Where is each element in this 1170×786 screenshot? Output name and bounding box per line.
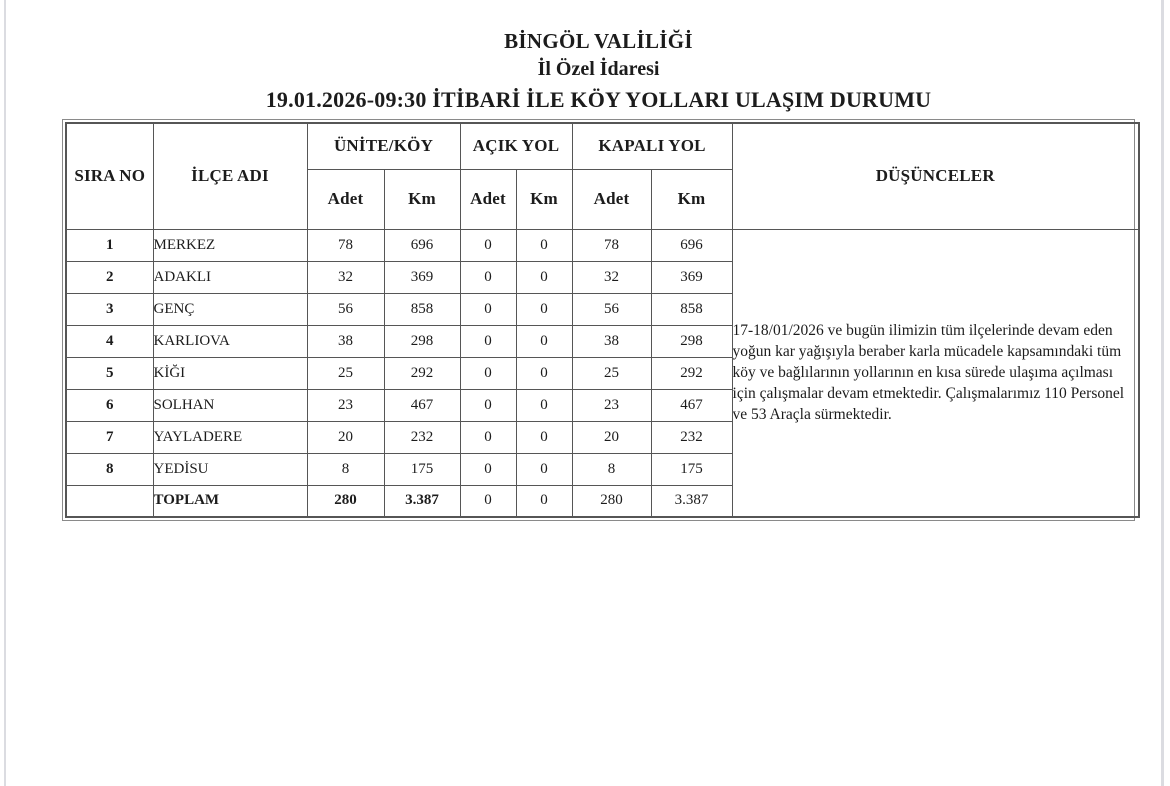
table-header <box>66 123 1139 229</box>
header-dusunceler: DÜŞÜNCELER <box>732 123 1139 229</box>
header-kapali-yol: KAPALI YOL <box>572 123 732 169</box>
unite-adet-cell: 56 <box>307 293 384 325</box>
kapali-km-cell: 232 <box>651 421 732 453</box>
total-kapali-adet-cell: 280 <box>572 485 651 517</box>
acik-adet-cell: 0 <box>460 293 516 325</box>
row-number-cell: 6 <box>66 389 153 421</box>
village-roads-table <box>65 122 1140 518</box>
kapali-km-cell: 298 <box>651 325 732 357</box>
acik-adet-cell: 0 <box>460 389 516 421</box>
total-unite-km-cell: 3.387 <box>384 485 460 517</box>
kapali-km-cell: 292 <box>651 357 732 389</box>
total-kapali-km-cell: 3.387 <box>651 485 732 517</box>
acik-km-cell: 0 <box>516 229 572 261</box>
page-left-edge-line <box>4 0 6 786</box>
acik-km-cell: 0 <box>516 357 572 389</box>
row-number-cell: 4 <box>66 325 153 357</box>
header-kapali-km: Km <box>651 169 732 229</box>
unite-adet-cell: 38 <box>307 325 384 357</box>
acik-km-cell: 0 <box>516 293 572 325</box>
header-group-row <box>66 123 1139 169</box>
unite-adet-cell: 32 <box>307 261 384 293</box>
total-sira-empty-cell <box>66 485 153 517</box>
table-row <box>66 229 1139 261</box>
district-name-cell: KİĞI <box>153 357 307 389</box>
unite-adet-cell: 25 <box>307 357 384 389</box>
acik-adet-cell: 0 <box>460 261 516 293</box>
kapali-adet-cell: 38 <box>572 325 651 357</box>
header-unite-km: Km <box>384 169 460 229</box>
district-name-cell: GENÇ <box>153 293 307 325</box>
kapali-adet-cell: 23 <box>572 389 651 421</box>
unite-adet-cell: 78 <box>307 229 384 261</box>
unite-km-cell: 298 <box>384 325 460 357</box>
acik-km-cell: 0 <box>516 325 572 357</box>
kapali-km-cell: 175 <box>651 453 732 485</box>
header-ilce-adi: İLÇE ADI <box>153 123 307 229</box>
kapali-km-cell: 467 <box>651 389 732 421</box>
header-unite-koy: ÜNİTE/KÖY <box>307 123 460 169</box>
kapali-adet-cell: 56 <box>572 293 651 325</box>
document-header <box>62 0 1135 113</box>
title-governorship: BİNGÖL VALİLİĞİ <box>504 29 693 53</box>
header-acik-yol: AÇIK YOL <box>460 123 572 169</box>
total-unite-adet-cell: 280 <box>307 485 384 517</box>
unite-km-cell: 696 <box>384 229 460 261</box>
unite-km-cell: 467 <box>384 389 460 421</box>
acik-km-cell: 0 <box>516 261 572 293</box>
header-sira-no: SIRA NO <box>66 123 153 229</box>
kapali-km-cell: 369 <box>651 261 732 293</box>
kapali-adet-cell: 8 <box>572 453 651 485</box>
unite-km-cell: 232 <box>384 421 460 453</box>
acik-adet-cell: 0 <box>460 357 516 389</box>
total-acik-km-cell: 0 <box>516 485 572 517</box>
kapali-adet-cell: 78 <box>572 229 651 261</box>
kapali-adet-cell: 25 <box>572 357 651 389</box>
unite-km-cell: 175 <box>384 453 460 485</box>
acik-km-cell: 0 <box>516 389 572 421</box>
header-unite-adet: Adet <box>307 169 384 229</box>
district-name-cell: ADAKLI <box>153 261 307 293</box>
total-acik-adet-cell: 0 <box>460 485 516 517</box>
acik-adet-cell: 0 <box>460 421 516 453</box>
title-administration: İl Özel İdaresi <box>537 58 660 80</box>
total-label-cell: TOPLAM <box>153 485 307 517</box>
unite-adet-cell: 23 <box>307 389 384 421</box>
row-number-cell: 5 <box>66 357 153 389</box>
row-number-cell: 8 <box>66 453 153 485</box>
acik-km-cell: 0 <box>516 421 572 453</box>
acik-adet-cell: 0 <box>460 229 516 261</box>
unite-adet-cell: 20 <box>307 421 384 453</box>
district-name-cell: YAYLADERE <box>153 421 307 453</box>
title-report: 19.01.2026-09:30 İTİBARİ İLE KÖY YOLLARI ULAŞIM DURUMU <box>265 87 932 112</box>
acik-adet-cell: 0 <box>460 453 516 485</box>
district-name-cell: SOLHAN <box>153 389 307 421</box>
row-number-cell: 7 <box>66 421 153 453</box>
table-body <box>66 229 1139 517</box>
district-name-cell: KARLIOVA <box>153 325 307 357</box>
unite-adet-cell: 8 <box>307 453 384 485</box>
row-number-cell: 1 <box>66 229 153 261</box>
row-number-cell: 3 <box>66 293 153 325</box>
header-acik-adet: Adet <box>460 169 516 229</box>
district-name-cell: MERKEZ <box>153 229 307 261</box>
unite-km-cell: 292 <box>384 357 460 389</box>
acik-km-cell: 0 <box>516 453 572 485</box>
kapali-km-cell: 858 <box>651 293 732 325</box>
kapali-adet-cell: 20 <box>572 421 651 453</box>
kapali-km-cell: 696 <box>651 229 732 261</box>
kapali-adet-cell: 32 <box>572 261 651 293</box>
header-acik-km: Km <box>516 169 572 229</box>
roads-table-frame <box>62 119 1135 521</box>
district-name-cell: YEDİSU <box>153 453 307 485</box>
remarks-cell: 17-18/01/2026 ve bugün ilimizin tüm ilçelerinde devam eden yoğun kar yağışıyla beraber karla mücadele kapsamındaki tüm köy ve bağlılarının yollarının en kısa sürede ulaşıma açılması için çalışmalar devam etmektedir. Çalışmalarımız 110 Personel ve 53 Araçla sürmektedir. <box>732 229 1139 517</box>
row-number-cell: 2 <box>66 261 153 293</box>
unite-km-cell: 858 <box>384 293 460 325</box>
unite-km-cell: 369 <box>384 261 460 293</box>
acik-adet-cell: 0 <box>460 325 516 357</box>
header-kapali-adet: Adet <box>572 169 651 229</box>
page-right-edge-line <box>1161 0 1164 786</box>
